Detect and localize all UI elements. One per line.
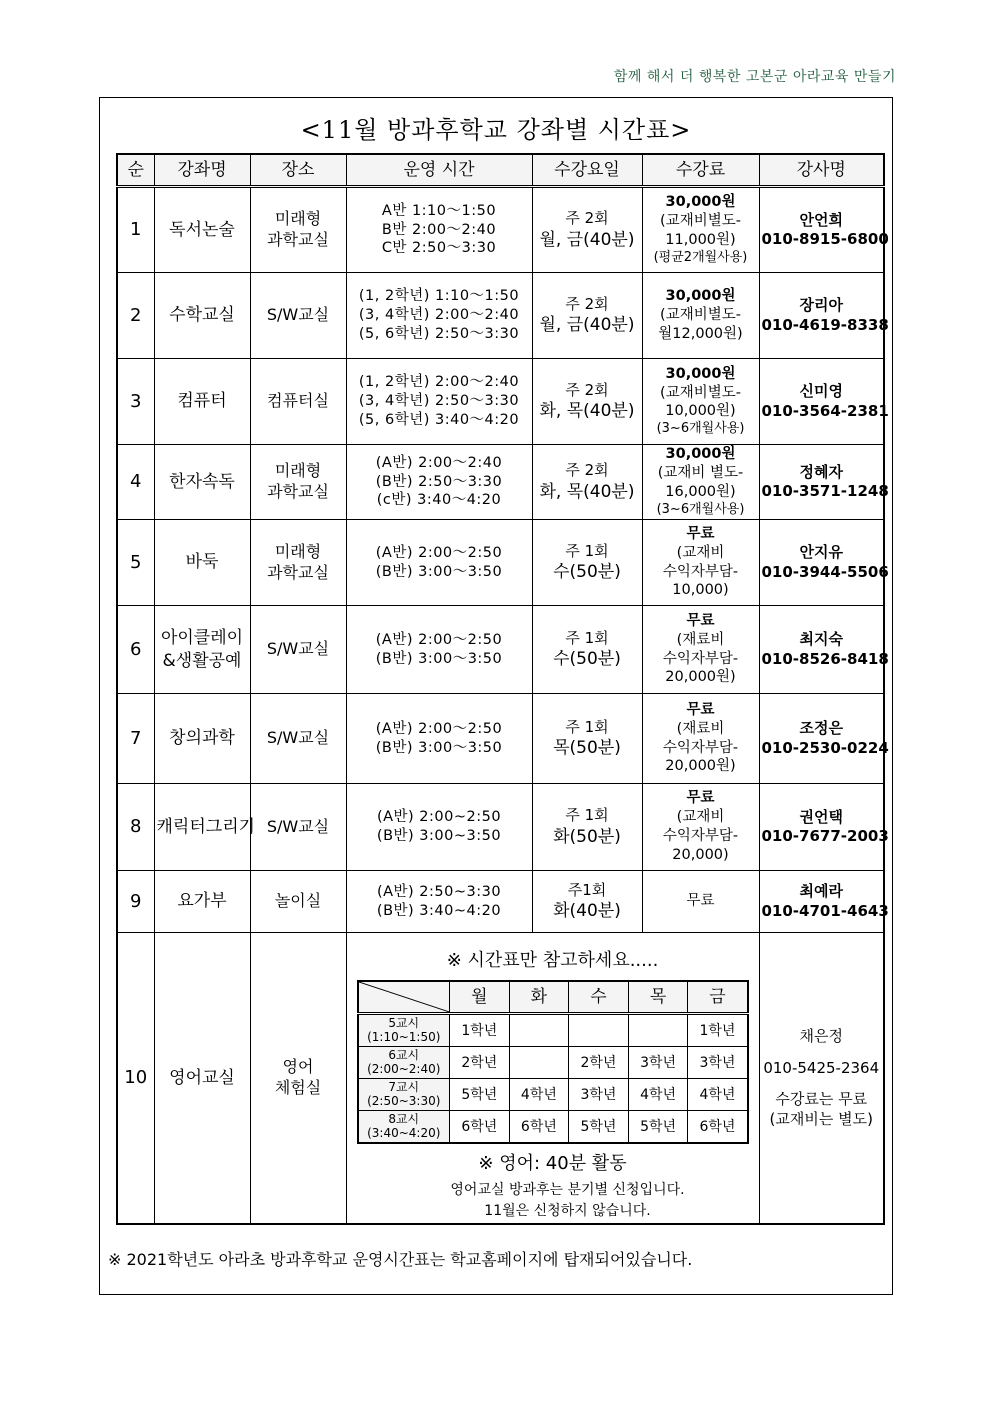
- teacher-phone: 010-8915-6800: [761, 230, 889, 248]
- header-teacher: 강사명: [759, 154, 884, 187]
- course-day: 주 2회 월, 금(40분): [532, 273, 642, 359]
- english-period-row: [358, 1047, 748, 1079]
- grade-cell: 6학년: [688, 1111, 748, 1144]
- teacher-phone: 010-5425-2364: [763, 1058, 880, 1077]
- period-label: 5교시 (1:10~1:50): [358, 1014, 450, 1047]
- english-notice: 영어교실 방과후는 분기별 신청입니다. 11월은 신청하지 않습니다.: [450, 1181, 685, 1220]
- teacher-phone: 010-4619-8338: [761, 315, 889, 334]
- table-row: [117, 187, 884, 273]
- row-number: 1: [117, 187, 154, 273]
- header-row: [117, 154, 884, 187]
- row-number: 3: [117, 359, 154, 445]
- teacher-name: 정혜자: [799, 462, 843, 481]
- course-name: 수학교실: [154, 273, 250, 359]
- period-label: 7교시 (2:50~3:30): [358, 1079, 450, 1111]
- grade-cell: 6학년: [450, 1111, 510, 1144]
- table-row: [117, 445, 884, 520]
- teacher-phone: 010-3571-1248: [761, 482, 889, 500]
- grade-cell: 6학년: [509, 1111, 569, 1144]
- period-label: 6교시 (2:00~2:40): [358, 1047, 450, 1079]
- table-row: [117, 359, 884, 445]
- grade-cell: [569, 1014, 629, 1047]
- course-place: 컴퓨터실: [250, 359, 346, 445]
- teacher-phone: 010-4701-4643: [761, 901, 889, 920]
- course-fee: 30,000원 (교재비별도- 11,000원) (평균2개월사용): [642, 187, 759, 273]
- course-fee: 무료 (교재비 수익자부담- 20,000): [642, 784, 759, 871]
- table-row: [117, 871, 884, 933]
- table-row: [117, 520, 884, 606]
- teacher-name: 안지유: [799, 543, 843, 561]
- course-day: 주 1회 화(50분): [532, 784, 642, 871]
- teacher-phone: 010-7677-2003: [761, 827, 889, 845]
- row-number: 10: [117, 933, 154, 1225]
- course-name: 바둑: [154, 520, 250, 606]
- teacher-phone: 010-3564-2381: [761, 401, 889, 420]
- header-fee: 수강료: [642, 154, 759, 187]
- grade-cell: [628, 1014, 688, 1047]
- teacher-cell: [759, 520, 889, 606]
- course-day: 주 2회 화, 목(40분): [532, 359, 642, 445]
- footnote: ※ 2021학년도 아라초 방과후학교 운영시간표는 학교홈페이지에 탑재되어있습니다.: [108, 1250, 693, 1269]
- course-name: 아이클레이 &생활공예: [154, 606, 250, 694]
- teacher-cell: [759, 359, 889, 445]
- teacher-cell: [759, 694, 889, 784]
- course-place: S/W교실: [250, 273, 346, 359]
- grade-cell: 1학년: [450, 1014, 510, 1047]
- course-fee: 무료: [642, 871, 759, 933]
- school-slogan: 함께 해서 더 행복한 고본군 아라교육 만들기: [613, 69, 896, 85]
- english-note-top: ※ 시간표만 참고하세요.....: [446, 950, 659, 971]
- diagonal-corner: [358, 981, 450, 1014]
- teacher-name: 조정은: [799, 719, 843, 737]
- english-timetable-cell: [346, 933, 759, 1225]
- grade-cell: 5학년: [628, 1111, 688, 1144]
- row-number: 7: [117, 694, 154, 784]
- page-title: <11월 방과후학교 강좌별 시간표>: [300, 116, 692, 144]
- course-day: 주1회 화(40분): [532, 871, 642, 933]
- grade-cell: 4학년: [509, 1079, 569, 1111]
- course-fee: 30,000원 (교재비별도- 월12,000원): [642, 273, 759, 359]
- course-place: S/W교실: [250, 784, 346, 871]
- row-number: 5: [117, 520, 154, 606]
- grade-cell: 2학년: [569, 1047, 629, 1079]
- header-time: 운영 시간: [346, 154, 532, 187]
- english-note-mid: ※ 영어: 40분 활동: [478, 1153, 627, 1175]
- english-timetable: [357, 980, 749, 1144]
- course-name: 창의과학: [154, 694, 250, 784]
- english-header-row: [358, 981, 748, 1014]
- course-place: 놀이실: [250, 871, 346, 933]
- teacher-cell: [759, 187, 889, 273]
- table-row: [117, 606, 884, 694]
- english-period-row: [358, 1079, 748, 1111]
- teacher-name: 장리아: [799, 296, 843, 314]
- english-teacher-cell: [759, 933, 884, 1225]
- grade-cell: 4학년: [628, 1079, 688, 1111]
- table-row: [117, 273, 884, 359]
- grade-cell: [509, 1047, 569, 1079]
- course-time: (A반) 2:00～2:50 (B반) 3:00～3:50: [346, 694, 532, 784]
- teacher-cell: [759, 871, 889, 933]
- grade-cell: 4학년: [688, 1079, 748, 1111]
- teacher-cell: [759, 784, 889, 871]
- period-label: 8교시 (3:40~4:20): [358, 1111, 450, 1144]
- course-fee: 무료 (재료비 수익자부담- 20,000원): [642, 694, 759, 784]
- teacher-phone: 010-2530-0224: [761, 738, 889, 757]
- header-day: 수강요일: [532, 154, 642, 187]
- course-place: 미래형 과학교실: [250, 445, 346, 520]
- fee-note-2: (교재비는 별도): [769, 1109, 873, 1128]
- schedule-table: [116, 153, 889, 1225]
- course-time: (A반) 2:50~3:30 (B반) 3:40~4:20: [346, 871, 532, 933]
- grade-cell: 5학년: [569, 1111, 629, 1144]
- teacher-phone: 010-8526-8418: [761, 649, 889, 668]
- teacher-name: 안언희: [799, 210, 843, 229]
- grade-cell: 5학년: [450, 1079, 510, 1111]
- table-row: [117, 694, 884, 784]
- course-place: S/W교실: [250, 606, 346, 694]
- header-course: 강좌명: [154, 154, 250, 187]
- fee-note: 수강료는 무료: [775, 1090, 868, 1109]
- teacher-name: 최예라: [799, 882, 843, 900]
- course-time: (A반) 2:00～2:50 (B반) 3:00～3:50: [346, 606, 532, 694]
- row-number: 6: [117, 606, 154, 694]
- course-fee: 30,000원 (교재비별도- 10,000원) (3~6개월사용): [642, 359, 759, 445]
- course-time: (1, 2학년) 2:00～2:40 (3, 4학년) 2:50～3:30 (5, 6학년) 3:40～4:20: [346, 359, 532, 445]
- course-time: (1, 2학년) 1:10～1:50 (3, 4학년) 2:00～2:40 (5, 6학년) 2:50～3:30: [346, 273, 532, 359]
- course-name: 독서논술: [154, 187, 250, 273]
- course-place: 영어 체험실: [250, 933, 346, 1225]
- course-day: 주 1회 수(50분): [532, 520, 642, 606]
- english-period-row: [358, 1111, 748, 1144]
- day-fri: 금: [688, 981, 748, 1014]
- course-name: 요가부: [154, 871, 250, 933]
- course-time: A반 1:10～1:50 B반 2:00～2:40 C반 2:50～3:30: [346, 187, 532, 273]
- teacher-phone: 010-3944-5506: [761, 562, 889, 581]
- course-fee: 무료 (교재비 수익자부담- 10,000): [642, 520, 759, 606]
- teacher-cell: [759, 445, 889, 520]
- header-no: 순: [117, 154, 154, 187]
- grade-cell: 3학년: [688, 1047, 748, 1079]
- course-day: 주 2회 월, 금(40분): [532, 187, 642, 273]
- course-fee: 30,000원 (교재비 별도- 16,000원) (3~6개월사용): [642, 445, 759, 520]
- course-name: 한자속독: [154, 445, 250, 520]
- course-name: 영어교실: [154, 933, 250, 1225]
- day-thu: 목: [628, 981, 688, 1014]
- teacher-cell: [759, 273, 889, 359]
- course-place: S/W교실: [250, 694, 346, 784]
- course-day: 주 2회 화, 목(40분): [532, 445, 642, 520]
- course-name: 캐릭터그리기: [154, 784, 250, 871]
- teacher-name: 최지숙: [799, 630, 843, 648]
- course-time: (A반) 2:00～2:40 (B반) 2:50～3:30 (c반) 3:40～4:20: [346, 445, 532, 520]
- grade-cell: [509, 1014, 569, 1047]
- grade-cell: 2학년: [450, 1047, 510, 1079]
- row-number: 9: [117, 871, 154, 933]
- english-period-row: [358, 1014, 748, 1047]
- row-number: 4: [117, 445, 154, 520]
- course-fee: 무료 (재료비 수익자부담- 20,000원): [642, 606, 759, 694]
- course-day: 주 1회 수(50분): [532, 606, 642, 694]
- table-row: [117, 784, 884, 871]
- header-place: 장소: [250, 154, 346, 187]
- grade-cell: 3학년: [569, 1079, 629, 1111]
- grade-cell: 1학년: [688, 1014, 748, 1047]
- teacher-name: 채은정: [799, 1027, 843, 1046]
- day-mon: 월: [450, 981, 510, 1014]
- row-number: 8: [117, 784, 154, 871]
- row-number: 2: [117, 273, 154, 359]
- course-place: 미래형 과학교실: [250, 187, 346, 273]
- course-time: (A반) 2:00～2:50 (B반) 3:00～3:50: [346, 520, 532, 606]
- teacher-cell: [759, 606, 889, 694]
- course-name: 컴퓨터: [154, 359, 250, 445]
- course-time: (A반) 2:00~2:50 (B반) 3:00~3:50: [346, 784, 532, 871]
- day-wed: 수: [569, 981, 629, 1014]
- course-day: 주 1회 목(50분): [532, 694, 642, 784]
- grade-cell: 3학년: [628, 1047, 688, 1079]
- teacher-name: 신미영: [799, 382, 843, 400]
- teacher-name: 권언택: [799, 807, 843, 826]
- course-place: 미래형 과학교실: [250, 520, 346, 606]
- day-tue: 화: [509, 981, 569, 1014]
- table-row-english: [117, 933, 884, 1225]
